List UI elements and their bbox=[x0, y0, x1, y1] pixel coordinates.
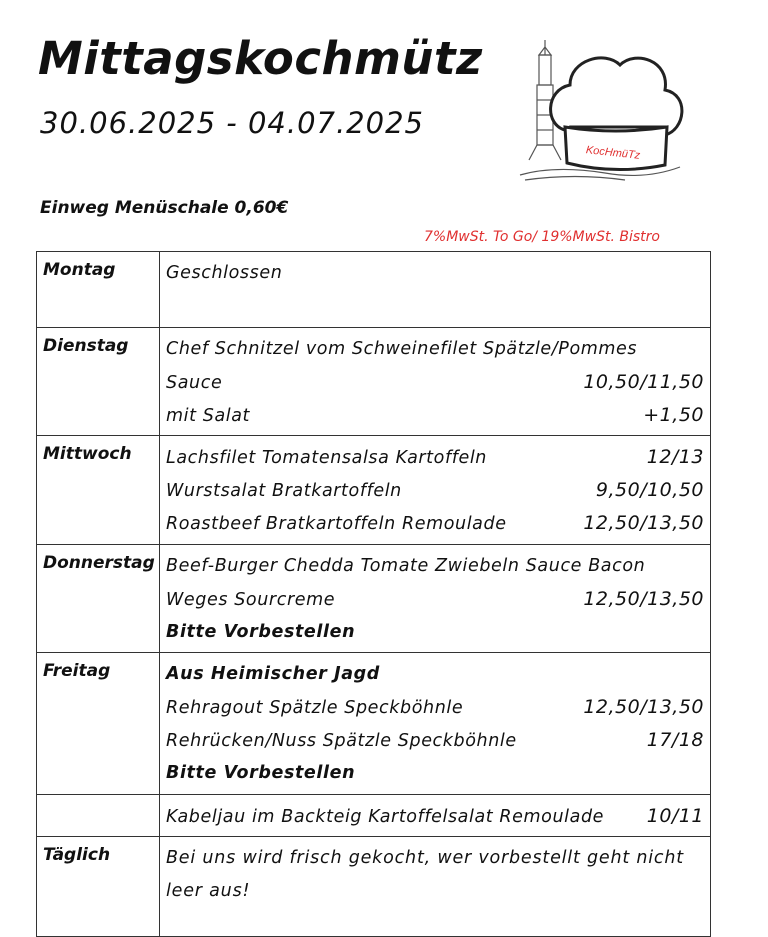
table-row-extra bbox=[37, 795, 711, 837]
menu-line bbox=[166, 842, 704, 908]
menu-cell bbox=[160, 252, 711, 328]
tax-note: 7%MwSt. To Go/ 19%MwSt. Bistro bbox=[424, 229, 660, 245]
day-label: Dienstag bbox=[37, 328, 160, 436]
table-row-dienstag bbox=[37, 328, 711, 436]
table-row-mittwoch bbox=[37, 436, 711, 545]
menu-line bbox=[166, 757, 704, 790]
day-label: Täglich bbox=[37, 837, 160, 937]
menu-cell bbox=[160, 837, 711, 937]
day-label: Montag bbox=[37, 252, 160, 328]
menu-line bbox=[166, 441, 704, 474]
daily-note: Bei uns wird frisch gekocht, wer vorbestellt geht nicht leer aus! bbox=[166, 848, 684, 901]
table-row-donnerstag bbox=[37, 545, 711, 653]
table-row-montag bbox=[37, 252, 711, 328]
dish-text: Kabeljau im Backteig Kartoffelsalat Remoulade bbox=[166, 807, 605, 827]
menu-cell bbox=[160, 436, 711, 545]
dish-price: 10,50/11,50 bbox=[583, 371, 704, 393]
preorder-note: Bitte Vorbestellen bbox=[166, 622, 356, 642]
day-label: Mittwoch bbox=[37, 436, 160, 545]
day-label: Donnerstag bbox=[37, 545, 160, 653]
dish-text: Geschlossen bbox=[166, 263, 283, 283]
menu-line bbox=[166, 550, 704, 583]
menu-line bbox=[166, 800, 704, 833]
menu-line bbox=[166, 616, 704, 649]
dish-price: 12,50/13,50 bbox=[583, 512, 704, 534]
dish-text: Lachsfilet Tomatensalsa Kartoffeln bbox=[166, 448, 487, 468]
svg-text:KocHmüTz: KocHmüTz bbox=[585, 144, 641, 162]
dish-text: Roastbeef Bratkartoffeln Remoulade bbox=[166, 514, 507, 534]
menu-line bbox=[166, 583, 704, 616]
dish-text: Sauce bbox=[166, 373, 223, 393]
dish-price: 12,50/13,50 bbox=[583, 696, 704, 718]
dish-text: Beef-Burger Chedda Tomate Zwiebeln Sauce Bacon bbox=[166, 556, 646, 576]
menu-line bbox=[166, 691, 704, 724]
dish-text: Wurstsalat Bratkartoffeln bbox=[166, 481, 402, 501]
dish-price: 17/18 bbox=[646, 729, 704, 751]
menu-line bbox=[166, 257, 704, 290]
menu-line bbox=[166, 333, 704, 366]
menu-table bbox=[36, 251, 711, 937]
day-label: Freitag bbox=[37, 653, 160, 795]
menu-cell bbox=[160, 545, 711, 653]
menu-line bbox=[166, 658, 704, 691]
day-label bbox=[37, 795, 160, 837]
menu-line bbox=[166, 724, 704, 757]
menu-line bbox=[166, 507, 704, 540]
menu-line bbox=[166, 366, 704, 399]
dish-price: 9,50/10,50 bbox=[595, 479, 704, 501]
packaging-note: Einweg Menüschale 0,60€ bbox=[40, 198, 289, 218]
chef-hat-logo-icon bbox=[515, 35, 690, 185]
preorder-note: Bitte Vorbestellen bbox=[166, 763, 356, 783]
dish-text: Rehrücken/Nuss Spätzle Speckböhnle bbox=[166, 731, 517, 751]
dish-price: +1,50 bbox=[643, 404, 704, 426]
menu-line bbox=[166, 474, 704, 507]
dish-price: 12/13 bbox=[646, 446, 704, 468]
dish-price: 10/11 bbox=[646, 805, 704, 827]
dish-text: Chef Schnitzel vom Schweinefilet Spätzle/Pommes bbox=[166, 339, 638, 359]
dish-price: 12,50/13,50 bbox=[583, 588, 704, 610]
table-row-taeglich bbox=[37, 837, 711, 937]
table-row-freitag bbox=[37, 653, 711, 795]
dish-text: Rehragout Spätzle Speckböhnle bbox=[166, 698, 464, 718]
dish-text: Weges Sourcreme bbox=[166, 590, 336, 610]
menu-cell bbox=[160, 653, 711, 795]
dish-text: mit Salat bbox=[166, 406, 251, 426]
section-heading: Aus Heimischer Jagd bbox=[166, 664, 380, 684]
page-title: Mittagskochmütz bbox=[38, 32, 483, 85]
menu-cell bbox=[160, 795, 711, 837]
menu-line bbox=[166, 399, 704, 432]
date-range: 30.06.2025 - 04.07.2025 bbox=[40, 106, 424, 140]
menu-cell bbox=[160, 328, 711, 436]
